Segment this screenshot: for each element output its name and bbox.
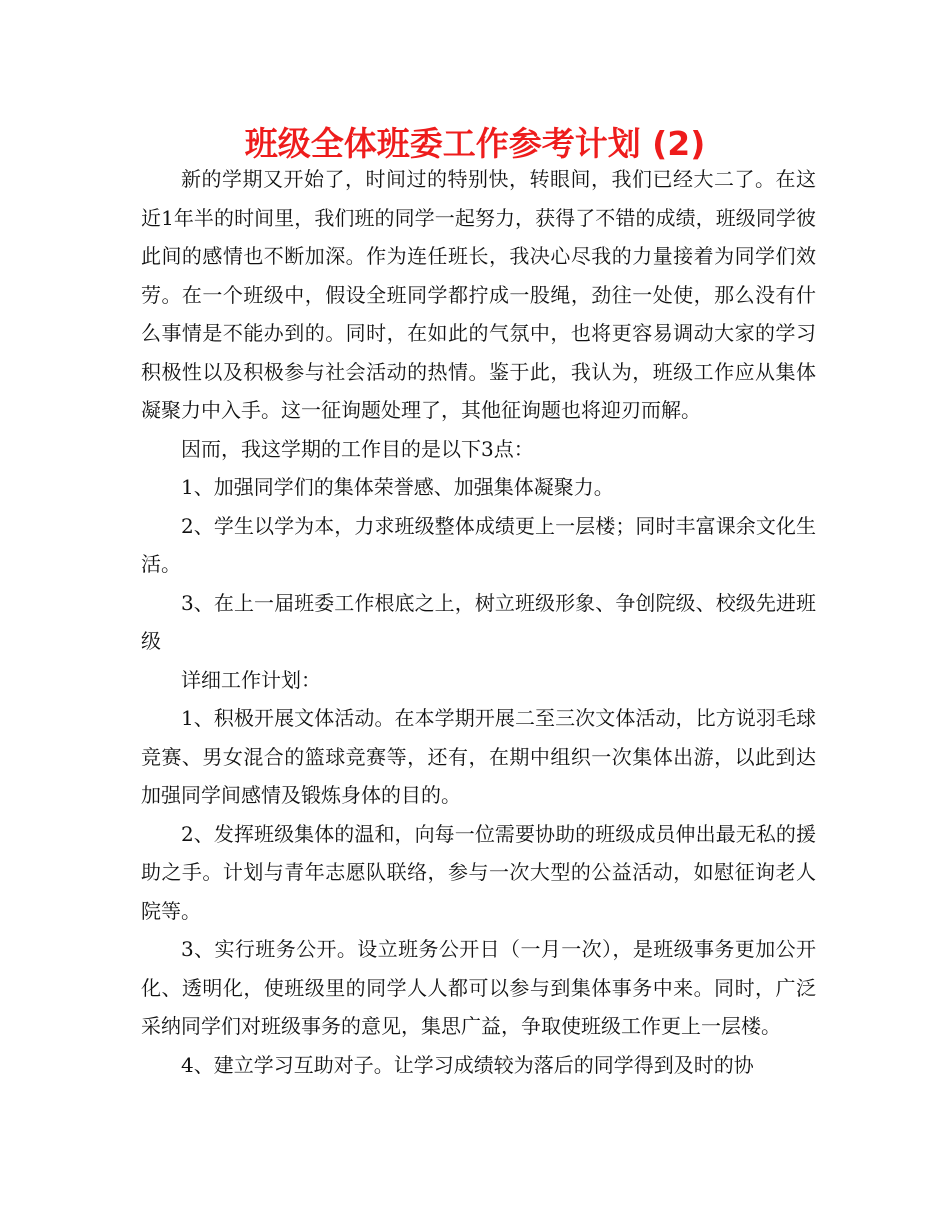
paragraph-goal-2: 2、学生以学为本，力求班级整体成绩更上一层楼；同时丰富课余文化生活。	[141, 513, 816, 576]
paragraph-plan-4: 4、建立学习互助对子。让学习成绩较为落后的同学得到及时的协	[181, 1052, 754, 1077]
paragraph-plan-1: 1、积极开展文体活动。在本学期开展二至三次文体活动，比方说羽毛球竞赛、男女混合的篮球竞赛等，还有，在期中组织一次集体出游，以此到达加强同学间感情及锻炼身体的目的。	[141, 706, 816, 807]
paragraph-intro: 新的学期又开始了，时间过的特别快，转眼间，我们已经大二了。在这近1年半的时间里，我们班的同学一起努力，获得了不错的成绩，班级同学彼此间的感情也不断加深。作为连任班长，我决心尽我的力量接着为同学们效劳。在一个班级中，假设全班同学都拧成一股绳，劲往一处使，那么没有什么事情是不能办到的。同时，在如此的气氛中，也将更容易调动大家的学习积极性以及积极参与社会活动的热情。鉴于此，我认为，班级工作应从集体凝聚力中入手。这一征询题处理了，其他征询题也将迎刃而解。	[141, 167, 816, 422]
paragraph-plan-2: 2、发挥班级集体的温和，向每一位需要协助的班级成员伸出最无私的援助之手。计划与青年志愿队联络，参与一次大型的公益活动，如慰征询老人院等。	[141, 821, 816, 923]
paragraph-plan-3: 3、实行班务公开。设立班务公开日（一月一次），是班级事务更加公开化、透明化，使班级里的同学人人都可以参与到集体事务中来。同时，广泛采纳同学们对班级事务的意见，集思广益，争取使班级工作更上一层楼。	[141, 937, 816, 1038]
paragraph-goals-intro: 因而，我这学期的工作目的是以下3点：	[181, 436, 534, 461]
paragraph-goal-1: 1、加强同学们的集体荣誉感、加强集体凝聚力。	[181, 475, 614, 499]
document-body	[141, 160, 816, 1084]
document-title: 班级全体班委工作参考计划 (2)	[244, 124, 706, 163]
paragraph-goal-3: 3、在上一届班委工作根底之上，树立班级形象、争创院级、校级先进班级	[141, 590, 816, 653]
paragraph-plan-heading: 详细工作计划：	[181, 667, 321, 692]
